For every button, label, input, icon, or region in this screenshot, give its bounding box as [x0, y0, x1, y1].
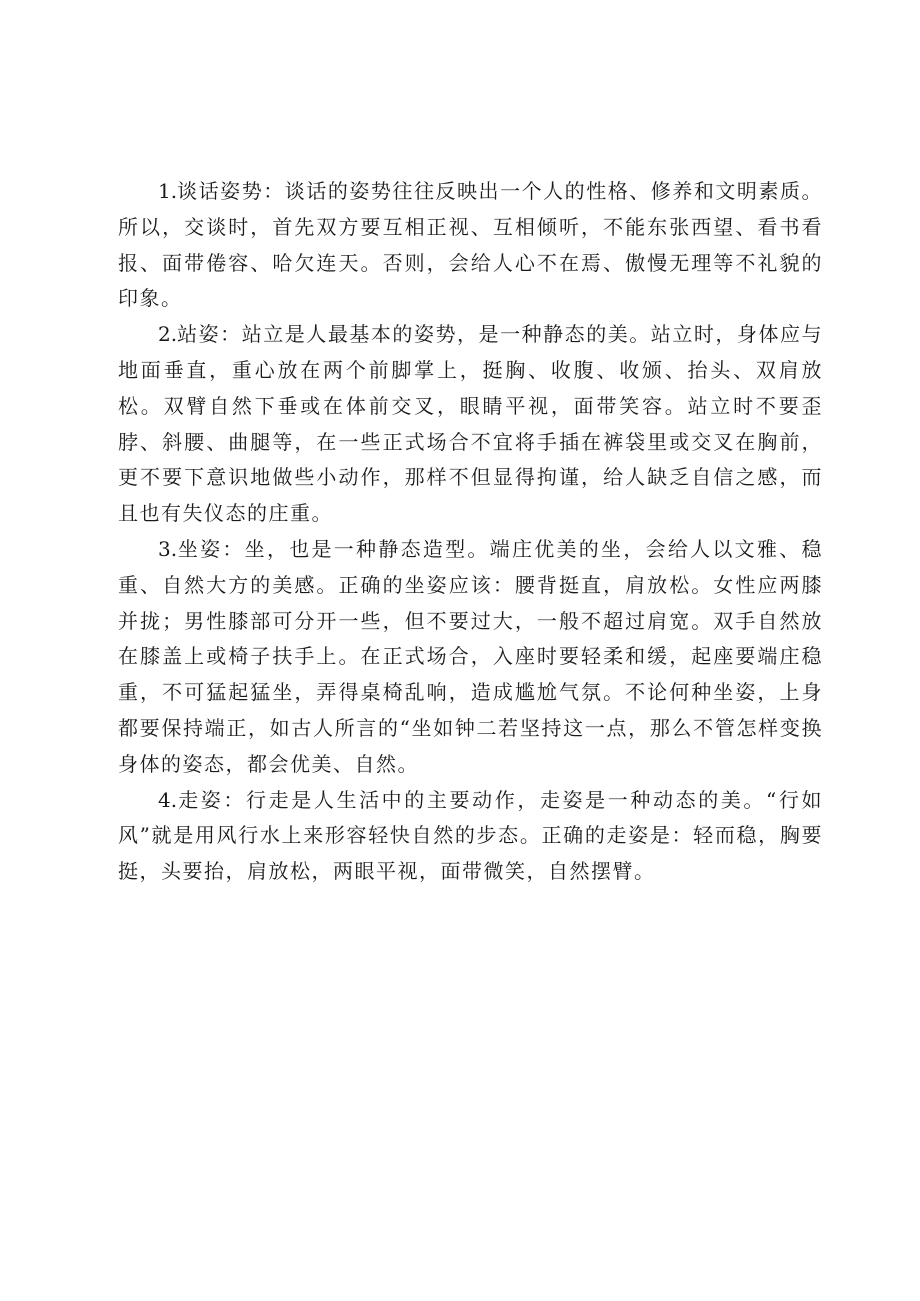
- paragraph-text: 走姿：行走是人生活中的主要动作，走姿是一种动态的美。“行如风”就是用风行水上来形容轻快自然的步态。正确的走姿是：轻而稳，胸要挺，头要抬，肩放松，两眼平视，面带微笑，自然摆臂。: [118, 787, 823, 884]
- paragraph-number: 1.: [158, 179, 178, 203]
- paragraph-text: 站姿：站立是人最基本的姿势，是一种静态的美。站立时，身体应与地面垂直，重心放在两个前脚掌上，挺胸、收腹、收颁、抬头、双肩放松。双臂自然下垂或在体前交叉，眼睛平视，面带笑容。站立时不要歪脖、斜腰、曲腿等，在一些正式场合不宜将手插在裤袋里或交叉在胸前，更不要下意识地做些小动作，那样不但显得拘谨，给人缺乏自信之感，而且也有失仪态的庄重。: [118, 322, 823, 526]
- document-body: [118, 174, 823, 890]
- paragraph-number: 4.: [158, 787, 178, 812]
- paragraph-talking-posture: [118, 174, 823, 317]
- paragraph-text: 谈话姿势：谈话的姿势往往反映出一个人的性格、修养和文明素质。所以，交谈时，首先双方要互相正视、互相倾听，不能东张西望、看书看报、面带倦容、哈欠连天。否则，会给人心不在焉、傲慢无理等不礼貌的印象。: [118, 179, 823, 311]
- paragraph-standing-posture: [118, 317, 823, 532]
- paragraph-number: 3.: [158, 536, 178, 561]
- paragraph-sitting-posture: [118, 532, 823, 783]
- paragraph-walking-posture: [118, 783, 823, 890]
- paragraph-text: 坐姿：坐，也是一种静态造型。端庄优美的坐，会给人以文雅、稳重、自然大方的美感。正确的坐姿应该：腰背挺直，肩放松。女性应两膝并拢；男性膝部可分开一些，但不要过大，一般不超过肩宽。双手自然放在膝盖上或椅子扶手上。在正式场合，入座时要轻柔和缓，起座要端庄稳重，不可猛起猛坐，弄得桌椅乱响，造成尴尬气氛。不论何种坐姿，上身都要保持端正，如古人所言的“坐如钟二若坚持这一点，那么不管怎样变换身体的姿态，都会优美、自然。: [118, 536, 823, 776]
- paragraph-number: 2.: [158, 322, 178, 347]
